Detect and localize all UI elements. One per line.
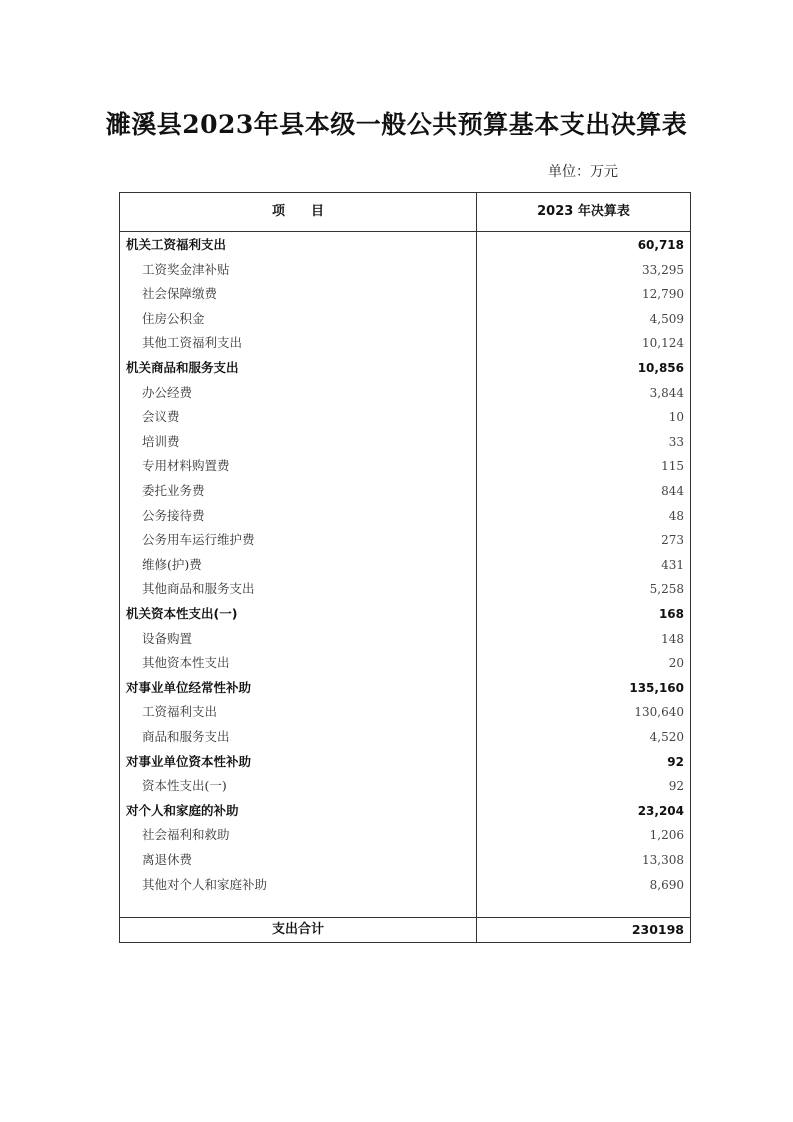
row-label: 机关资本性支出(一) (126, 606, 238, 621)
category-row (120, 750, 690, 775)
table-row (120, 331, 690, 356)
table-row (120, 823, 690, 848)
table-row (120, 700, 690, 725)
row-value: 130,640 (634, 705, 684, 720)
total-row (120, 918, 690, 942)
row-label: 其他商品和服务支出 (142, 581, 255, 597)
row-value: 844 (661, 484, 684, 498)
header-divider (120, 231, 690, 232)
row-label: 工资福利支出 (142, 704, 218, 720)
category-row (120, 676, 690, 701)
row-value: 168 (658, 607, 684, 621)
row-value: 4,520 (649, 730, 684, 744)
row-label: 公务接待费 (142, 507, 205, 523)
header-item: 项 目 (271, 204, 324, 219)
category-row (120, 602, 690, 627)
table-row (120, 430, 690, 455)
row-value: 135,160 (629, 680, 684, 695)
row-label: 住房公积金 (142, 310, 205, 326)
row-value: 60,718 (637, 238, 684, 252)
table-row (120, 873, 690, 898)
row-label: 维修(护)费 (142, 556, 202, 572)
row-label: 培训费 (142, 433, 180, 449)
row-label: 办公经费 (142, 384, 193, 400)
row-label: 其他资本性支出 (142, 655, 230, 671)
row-label: 对个人和家庭的补助 (126, 802, 239, 818)
table-row (120, 454, 690, 479)
row-label: 商品和服务支出 (142, 729, 230, 744)
row-value: 92 (667, 754, 684, 769)
row-value: 1,206 (649, 828, 684, 843)
table-row (120, 504, 690, 529)
table-row (120, 725, 690, 750)
row-label: 其他工资福利支出 (142, 335, 243, 351)
table-row (120, 774, 690, 799)
row-label: 机关商品和服务支出 (126, 360, 239, 375)
row-value: 115 (661, 459, 684, 474)
row-label: 工资奖金津补贴 (142, 261, 230, 277)
row-value: 273 (661, 533, 684, 548)
table-row (120, 528, 690, 553)
table-row (120, 577, 690, 602)
row-label: 对事业单位资本性补助 (126, 753, 252, 769)
table-row (120, 553, 690, 578)
row-label: 机关工资福利支出 (126, 237, 227, 252)
row-label: 社会福利和救助 (142, 827, 230, 843)
table-row (120, 651, 690, 676)
row-value: 92 (668, 779, 684, 794)
table-row (120, 381, 690, 406)
row-value: 33 (668, 434, 684, 449)
row-value: 8,690 (649, 877, 684, 892)
table-row (120, 258, 690, 283)
category-row (120, 799, 690, 824)
table-row (120, 627, 690, 652)
row-value: 4,509 (649, 311, 684, 326)
row-value: 20 (668, 656, 684, 671)
row-value: 5,258 (649, 582, 684, 597)
row-label: 社会保障缴费 (142, 286, 218, 302)
row-value: 10 (668, 410, 684, 425)
table-row (120, 479, 690, 504)
row-value: 148 (661, 631, 684, 646)
row-value: 431 (661, 557, 684, 572)
table-row (120, 282, 690, 307)
row-label: 专用材料购置费 (142, 458, 230, 474)
header-value: 2023 年决算表 (537, 204, 630, 219)
unit-label: 单位：万元 (548, 164, 618, 180)
row-value: 33,295 (642, 262, 684, 277)
page-title: 濉溪县2023年县本级一般公共预算基本支出决算表 (105, 110, 688, 139)
expenditure-table (119, 192, 691, 943)
row-value: 10,856 (637, 361, 684, 375)
row-label: 其他对个人和家庭补助 (142, 876, 268, 892)
row-value: 12,790 (642, 287, 684, 302)
category-row (120, 233, 690, 258)
table-row (120, 405, 690, 430)
row-value: 10,124 (642, 336, 684, 351)
row-label: 设备购置 (142, 630, 193, 646)
row-label: 对事业单位经常性补助 (126, 679, 252, 695)
row-label: 公务用车运行维护费 (142, 532, 255, 548)
total-value: 230198 (631, 922, 684, 937)
table-row (120, 307, 690, 332)
row-value: 3,844 (649, 385, 684, 400)
row-label: 会议费 (142, 409, 180, 425)
row-value: 23,204 (637, 803, 684, 818)
row-value: 48 (668, 508, 684, 523)
row-label: 离退休费 (142, 852, 193, 867)
table-row (120, 848, 690, 873)
total-label: 支出合计 (271, 922, 324, 937)
row-label: 资本性支出(一) (142, 778, 227, 794)
row-label: 委托业务费 (142, 483, 205, 498)
category-row (120, 356, 690, 381)
row-value: 13,308 (642, 853, 684, 867)
